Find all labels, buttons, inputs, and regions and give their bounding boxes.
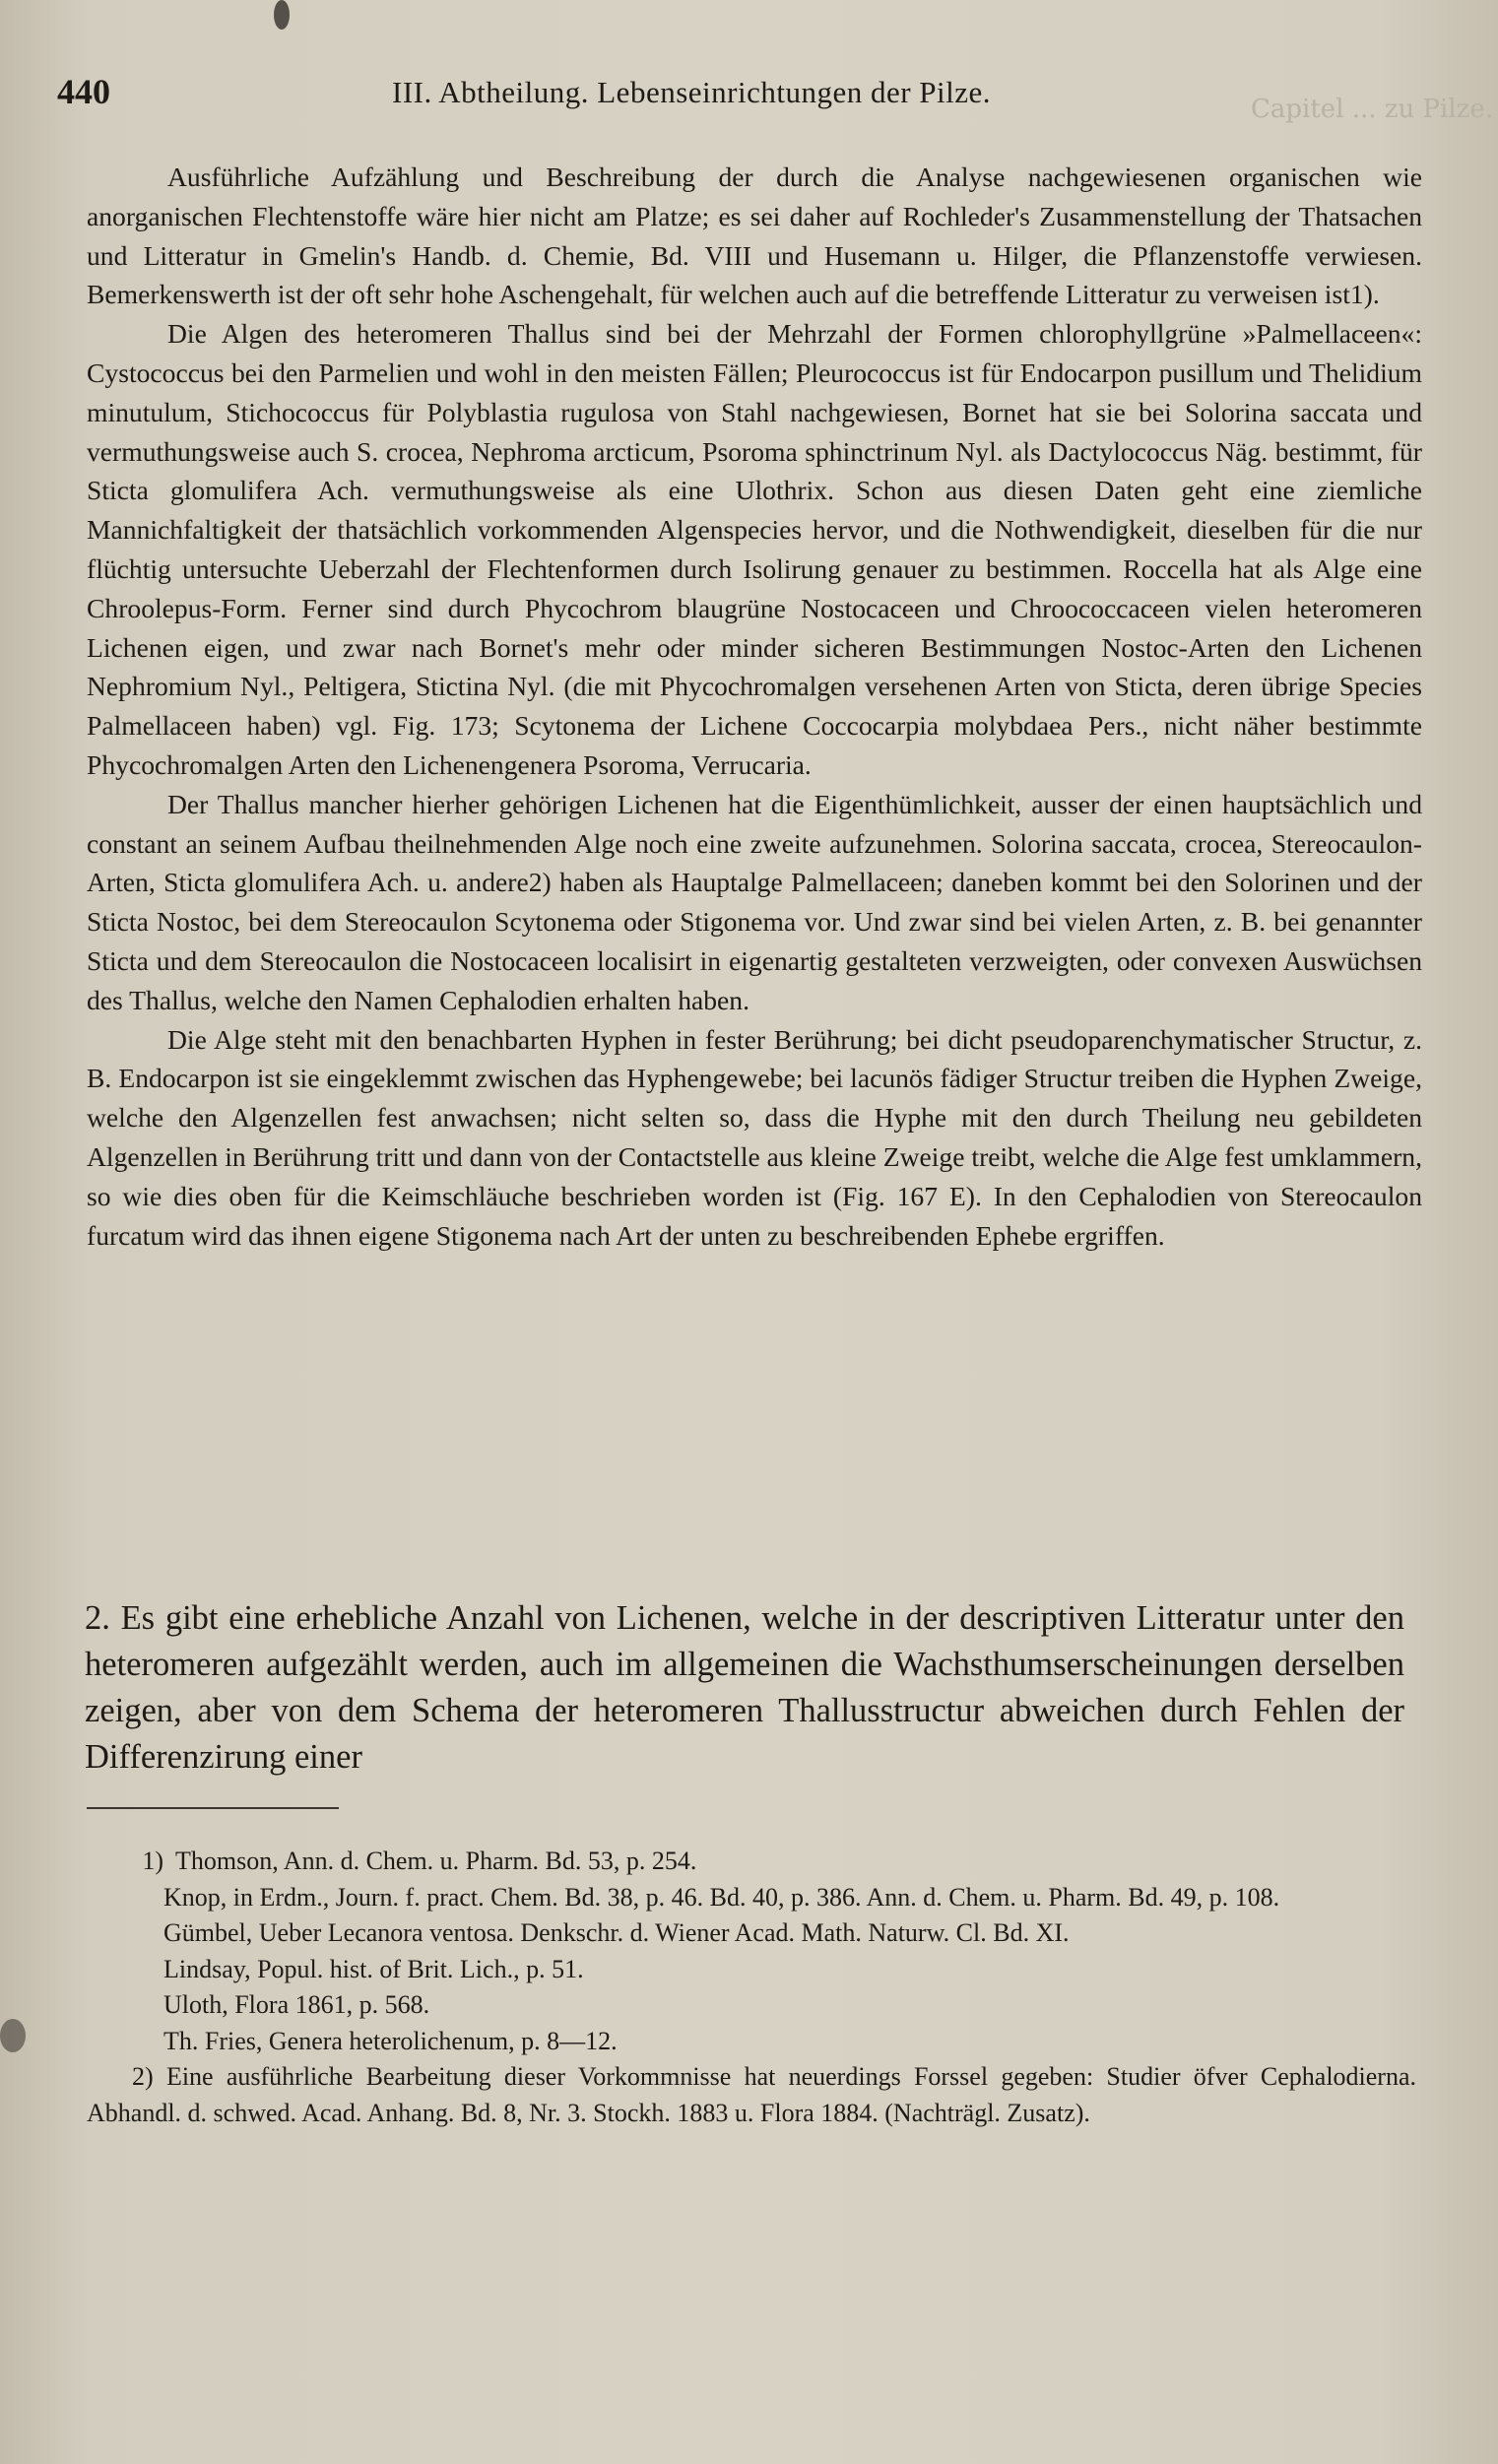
section-2 [85,1595,1404,1781]
footnote-2 [87,2059,1416,2131]
page-header [57,71,1436,120]
footnote-rule [87,1807,339,1809]
footnote-text: Eine ausführliche Bearbeitung dieser Vorkommnisse hat neuerdings Forssel gegeben: Studier öfver Cephalodierna. Abhandl. d. schwed. Acad. Anhang. Bd. 8, Nr. 3. Stockh. 1883 u. Flora 1884. (Nachträgl. Zusatz). [87,2062,1417,2127]
paragraph: Ausführliche Aufzählung und Beschreibung der durch die Analyse nachgewiesenen organischen wie anorganischen Flechtenstoffe wäre hier nicht am Platze; es sei daher auf Rochleder's Zusammenstellung der Thatsachen und Litteratur in Gmelin's Handb. d. Chemie, Bd. VIII und Husemann u. Hilger, die Pflanzenstoffe verwiesen. Bemerkenswerth ist der oft sehr hohe Aschengehalt, für welchen auch auf die betreffende Litteratur zu verweisen ist1). [87,162,1422,310]
footnote-ref-text: Knop, in Erdm., Journ. f. pract. Chem. Bd. 38, p. 46. Bd. 40, p. 386. Ann. d. Chem. u. Pharm. Bd. 49, p. 108. [163,1882,1280,1912]
footnote-ref [87,1915,1416,1952]
page-number: 440 [57,72,110,111]
ink-smudge [0,2019,26,2052]
footnote-ref: Th. Fries, Genera heterolichenum, p. 8—12. [163,2026,618,2055]
footnote-ref [87,1880,1416,1916]
footnotes [87,1844,1416,2131]
footnote-mark: 2) [132,2062,154,2091]
bleed-through-text: Capitel ... zu Pilze. [1251,95,1494,124]
footnote-ref: Thomson, Ann. d. Chem. u. Pharm. Bd. 53, p. 254. [175,1847,697,1875]
paragraph: Die Alge steht mit den benachbarten Hyphen in fester Berührung; bei dicht pseudoparenchymatischer Structur, z. B. Endocarpon ist sie eingeklemmt zwischen das Hyphengewebe; bei lacunös fädiger Structur treiben die Hyphen Zweige, welche den Algenzellen fest anwachsen; nicht selten so, dass die Hyphe mit den durch Theilung neu gebildeten Algenzellen in Berührung tritt und dann von der Contactstelle aus kleine Zweige treibt, welche die Alge fest umklammern, so wie dies oben für die Keimschläuche beschrieben worden ist (Fig. 167 E). In den Cephalodien von Stereocaulon furcatum wird das ihnen eigene Stigonema nach Art der unten zu beschreibenden Ephebe ergriffen. [87,1023,1422,1251]
ink-smudge [274,0,290,30]
footnote-ref-text: Gümbel, Ueber Lecanora ventosa. Denkschr. d. Wiener Acad. Math. Naturw. Cl. Bd. XI. [163,1918,1070,1947]
running-title: III. Abtheilung. Lebenseinrichtungen der Pilze. [392,75,992,109]
footnote-ref: Uloth, Flora 1861, p. 568. [163,1990,430,2019]
section-text: Es gibt eine erhebliche Anzahl von Lichenen, welche in der descriptiven Litteratur unter den heteromeren aufgezählt werden, auch im allgemeinen die Wachsthumserscheinungen derselben zeigen, aber von dem Schema der heteromeren Thallusstructur abweichen durch Fehlen der Differenzirung einer [85,1599,1404,1776]
footnote-ref: Lindsay, Popul. hist. of Brit. Lich., p. 51. [163,1954,584,1983]
footnote-1 [87,1844,1416,1880]
main-text [87,158,1422,1255]
section-number: 2. [85,1599,110,1637]
footnote-mark: 1) [142,1847,163,1875]
paragraph: Die Algen des heteromeren Thallus sind bei der Mehrzahl der Formen chlorophyllgrüne »Palmellaceen«: Cystococcus bei den Parmelien und wohl in den meisten Fällen; Pleurococcus ist für Endocarpon pusillum und Thelidium minutulum, Stichococcus für Polyblastia rugulosa von Stahl nachgewiesen, Bornet hat sie bei Solorina saccata und vermuthungsweise auch S. crocea, Nephroma arcticum, Psoroma sphinctrinum Nyl. als Dactylococcus Näg. bestimmt, für Sticta glomulifera Ach. vermuthungsweise als eine Ulothrix. Schon aus diesen Daten geht eine ziemliche Mannichfaltigkeit der thatsächlich vorkommenden Algenspecies hervor, und die Nothwendigkeit, dieselben für die nur flüchtig untersuchte Ueberzahl der Flechtenformen durch Isolirung genauer zu bestimmen. Roccella hat als Alge eine Chroolepus-Form. Ferner sind durch Phycochrom blaugrüne Nostocaceen und Chroococcaceen vielen heteromeren Lichenen eigen, und zwar nach Bornet's mehr oder minder sicheren Bestimmungen Nostoc-Arten den Lichenen Nephromium Nyl., Peltigera, Stictina Nyl. (die mit Phycochromalgen versehenen Arten von Sticta, deren übrige Species Palmellaceen haben) vgl. Fig. 173; Scytonema der Lichene Coccocarpia molybdaea Pers., nicht näher bestimmte Phycochromalgen Arten den Lichenengenera Psoroma, Verrucaria. [87,318,1422,780]
paragraph: Der Thallus mancher hierher gehörigen Lichenen hat die Eigenthümlichkeit, ausser der einen hauptsächlich und constant an seinem Aufbau theilnehmenden Alge noch eine zweite aufzunehmen. Solorina saccata, crocea, Stereocaulon-Arten, Sticta glomulifera Ach. u. andere2) haben als Hauptalge Palmellaceen; daneben kommt bei den Solorinen und der Sticta Nostoc, bei dem Stereocaulon Scytonema oder Stigonema vor. Und zwar sind bei vielen Arten, z. B. bei genannter Sticta und dem Stereocaulon die Nostocaceen localisirt in eigenartig gestalteten verzweigten, oder convexen Auswüchsen des Thallus, welche den Namen Cephalodien erhalten haben. [87,788,1422,1015]
